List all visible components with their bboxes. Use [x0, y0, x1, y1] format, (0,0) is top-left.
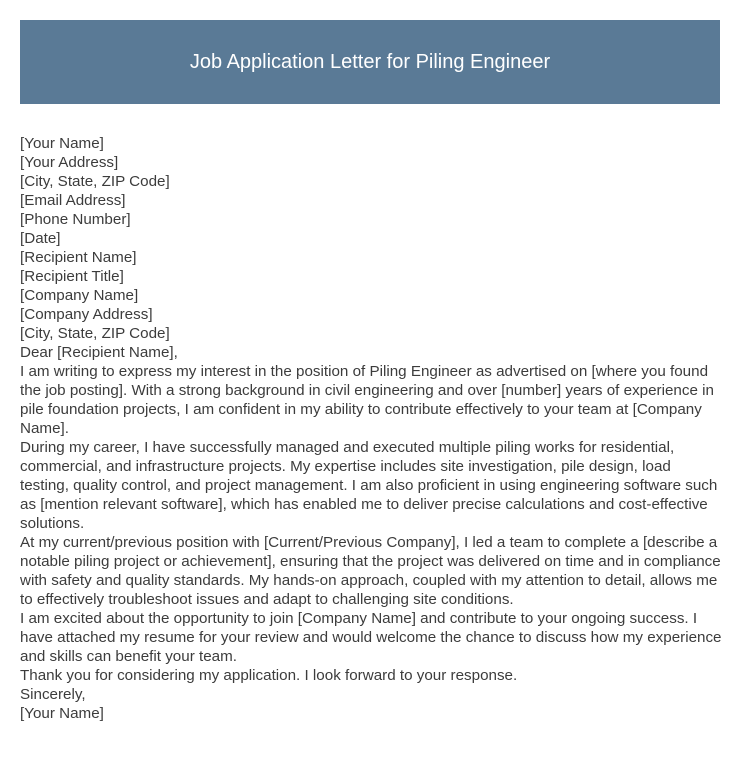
- page-title: Job Application Letter for Piling Engineer: [189, 50, 551, 73]
- recipient-title: [Recipient Title]: [20, 268, 124, 285]
- salutation: Dear [Recipient Name],: [20, 344, 178, 361]
- recipient-name: [Recipient Name]: [20, 249, 137, 266]
- sender-phone: [Phone Number]: [20, 211, 131, 228]
- signature: [Your Name]: [20, 705, 104, 722]
- paragraph-interest: I am excited about the opportunity to join [Company Name] and contribute to your ongoing success. I have attached my resume for your review and would welcome the chance to discuss how my experience and skills can benefit your team.: [20, 610, 722, 665]
- sender-city-state-zip: [City, State, ZIP Code]: [20, 173, 170, 190]
- sender-address: [Your Address]: [20, 154, 119, 171]
- sender-email: [Email Address]: [20, 192, 126, 209]
- paragraph-experience: During my career, I have successfully managed and executed multiple piling works for residential, commercial, and infrastructure projects. My expertise includes site investigation, pile design, load testing, quality control, and project management. I am also proficient in using engineering software such as [mention relevant software], which has enabled me to deliver precise calculations and cost-effective solutions.: [20, 439, 718, 532]
- recipient-company-address: [Company Address]: [20, 306, 153, 323]
- paragraph-achievement: At my current/previous position with [Current/Previous Company], I led a team to complete a [describe a notable piling project or achievement], ensuring that the project was delivered on time and in compliance with safety and quality standards. My hands-on approach, coupled with my attention to detail, allows me to effectively troubleshoot issues and adapt to challenging site conditions.: [20, 534, 721, 608]
- recipient-city-state-zip: [City, State, ZIP Code]: [20, 325, 170, 342]
- paragraph-intro: I am writing to express my interest in the position of Piling Engineer as advertised on [where you found the job posting]. With a strong background in civil engineering and over [number] years of experience in pile foundation projects, I am confident in my ability to contribute effectively to your team at [Company Name].: [20, 363, 714, 437]
- letter-header: [20, 20, 720, 104]
- sender-name: [Your Name]: [20, 135, 104, 152]
- closing: Sincerely,: [20, 686, 86, 703]
- paragraph-thanks: Thank you for considering my application. I look forward to your response.: [20, 667, 518, 684]
- letter-date: [Date]: [20, 230, 61, 247]
- letter-body: [20, 134, 722, 723]
- recipient-company: [Company Name]: [20, 287, 139, 304]
